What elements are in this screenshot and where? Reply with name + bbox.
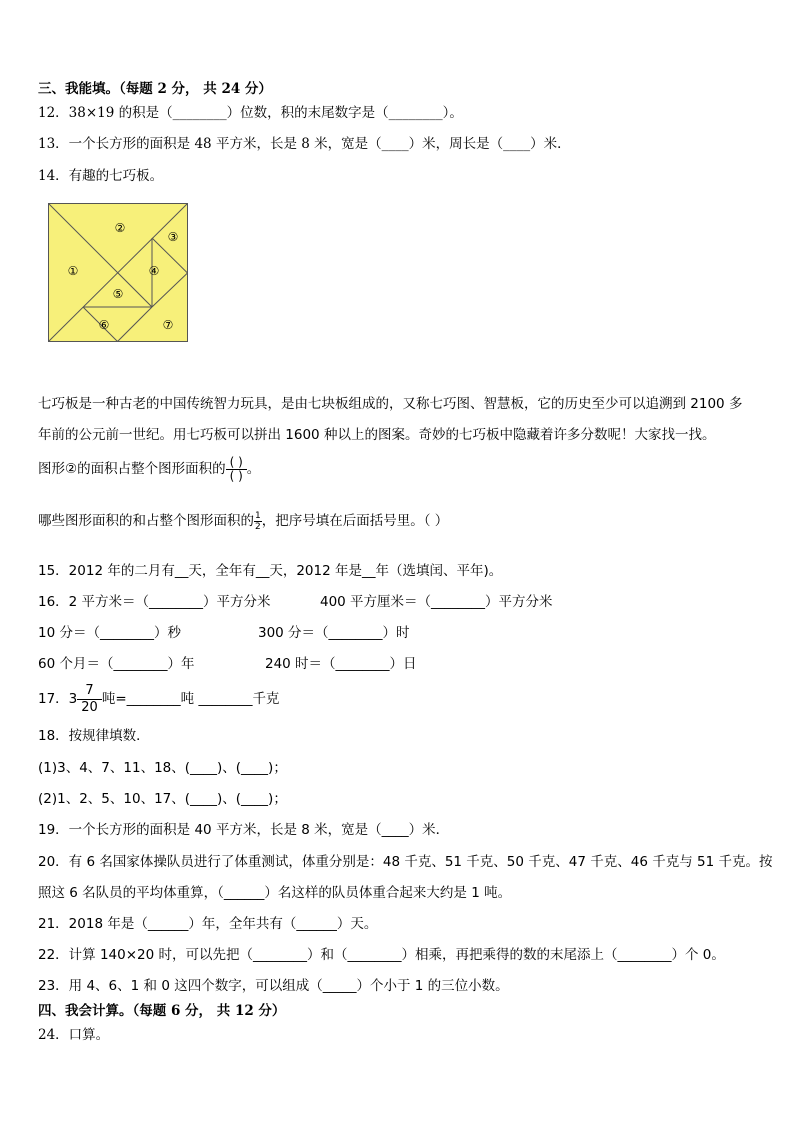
question-22: 22．计算 140×20 时，可以先把（________）和（________）相乘，再把乘得的数的末尾添上（________）个 0。 xyxy=(38,947,725,963)
question-14-part1 xyxy=(38,455,260,483)
part2-fraction-num: 1 xyxy=(255,510,261,521)
piece-label-3: ③ xyxy=(167,230,179,244)
question-16-e: 60 个月＝（________）年 xyxy=(38,656,195,672)
q17-fraction-num: 7 xyxy=(77,683,102,700)
q17-blank2: ________ xyxy=(198,691,253,707)
question-14-part2 xyxy=(38,508,448,534)
question-20-line1: 20．有 6 名国家体操队员进行了体重测试，体重分别是：48 千克、51 千克、50 千克、47 千克、46 千克与 51 千克。按 xyxy=(38,854,773,870)
question-18-intro: 18．按规律填数． xyxy=(38,728,150,744)
tangram-figure xyxy=(48,203,190,343)
question-16-c: 10 分＝（________）秒 xyxy=(38,625,181,641)
q17-unit3: 千克 xyxy=(252,691,280,707)
section3-title: 三、我能填。（每题 2 分， 共 24 分） xyxy=(38,81,272,97)
question-21: 21．2018 年是（______）年，全年共有（______）天。 xyxy=(38,916,378,932)
question-12: 12．38×19 的积是（________）位数，积的末尾数字是（________）。 xyxy=(38,105,463,121)
part2-text: 哪些图形面积的和占整个图形面积的 xyxy=(38,513,254,529)
piece-label-2: ② xyxy=(114,221,126,235)
section4-title: 四、我会计算。（每题 6 分， 共 12 分） xyxy=(38,1003,286,1019)
piece-label-6: ⑥ xyxy=(98,318,110,332)
piece-label-1: ① xyxy=(67,264,79,278)
piece-label-7: ⑦ xyxy=(162,318,174,332)
part2-end: ，把序号填在后面括号里。（ ） xyxy=(261,513,449,529)
q17-unit1: 吨= xyxy=(101,691,127,707)
part2-fraction xyxy=(254,511,262,532)
question-23: 23．用 4、6、1 和 0 这四个数字，可以组成（_____）个小于 1 的三位小数。 xyxy=(38,978,509,994)
tangram-paragraph-line1: 七巧板是一种古老的中国传统智力玩具，是由七块板组成的，又称七巧图、智慧板，它的历史至少可以追溯到 2100 多 xyxy=(38,396,743,412)
q17-fraction xyxy=(77,683,102,716)
question-20-line2: 照这 6 名队员的平均体重算，（______）名这样的队员体重合起来大约是 1 吨。 xyxy=(38,885,512,901)
question-14-intro: 14．有趣的七巧板。 xyxy=(38,168,164,184)
q17-fraction-den: 20 xyxy=(81,699,98,715)
question-17 xyxy=(38,680,279,718)
part1-fraction-den: ( ) xyxy=(229,468,243,483)
part1-fraction xyxy=(226,456,247,483)
question-18-seq2: (2)1、2、5、10、17、(____)、(____)； xyxy=(38,791,287,807)
part1-end: 。 xyxy=(246,461,261,477)
question-19: 19．一个长方形的面积是 40 平方米，长是 8 米，宽是（____）米． xyxy=(38,822,450,838)
question-16-d: 300 分＝（________）时 xyxy=(258,625,410,641)
part2-fraction-den: 2 xyxy=(255,521,261,532)
part1-fraction-num: ( ) xyxy=(226,456,247,470)
q17-unit2: 吨 xyxy=(180,691,195,707)
piece-label-4: ④ xyxy=(148,264,160,278)
piece-label-5: ⑤ xyxy=(112,287,124,301)
question-24: 24．口算。 xyxy=(38,1027,110,1043)
question-16-a: 16．2 平方米＝（________）平方分米 xyxy=(38,594,271,610)
question-16-b: 400 平方厘米＝（________）平方分米 xyxy=(320,594,553,610)
question-15: 15．2012 年的二月有__天，全年有__天，2012 年是__年（选填闰、平年)。 xyxy=(38,563,503,579)
part1-text: 图形②的面积占整个图形面积的 xyxy=(38,461,226,477)
question-18-seq1: (1)3、4、7、11、18、(____)、(____)； xyxy=(38,760,287,776)
tangram-paragraph-line2: 年前的公元前一世纪。用七巧板可以拼出 1600 种以上的图案。奇妙的七巧板中隐藏着许多分数呢！大家找一找。 xyxy=(38,427,716,443)
q17-blank1: ________ xyxy=(126,691,181,707)
q17-prefix: 17．3 xyxy=(38,691,78,707)
question-13: 13．一个长方形的面积是 48 平方米，长是 8 米，宽是（____）米，周长是（____）米． xyxy=(38,136,571,152)
question-16-f: 240 时＝（________）日 xyxy=(265,656,417,672)
